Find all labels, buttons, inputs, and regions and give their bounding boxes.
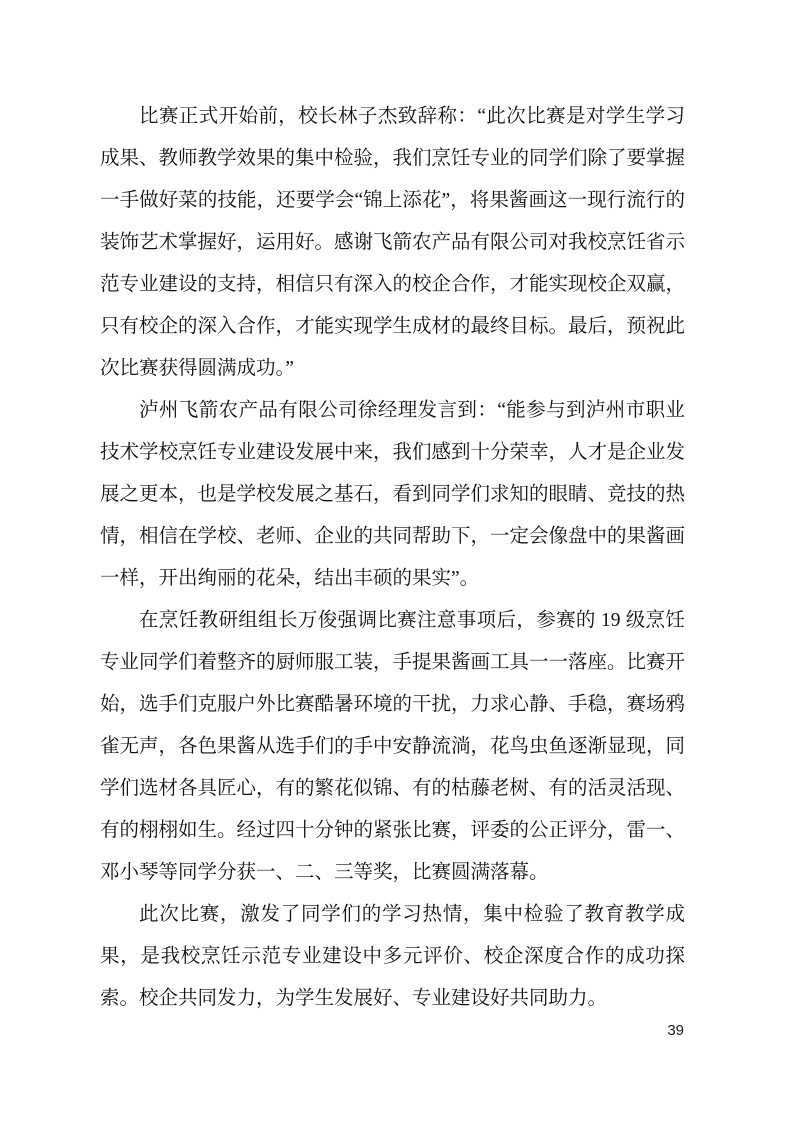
document-body [100,96,685,1020]
page-number: 39 [667,1022,684,1039]
paragraph: 比赛正式开始前，校长林子杰致辞称：“此次比赛是对学生学习成果、教师教学效果的集中检验，我们烹饪专业的同学们除了要掌握一手做好菜的技能，还要学会“锦上添花”，将果酱画这一现行流行的装饰艺术掌握好，运用好。感谢飞箭农产品有限公司对我校烹饪省示范专业建设的支持，相信只有深入的校企合作，才能实现校企双赢，只有校企的深入合作，才能实现学生成材的最终目标。最后，预祝此次比赛获得圆满成功。” [100,106,686,379]
paragraph: 泸州飞箭农产品有限公司徐经理发言到：“能参与到泸州市职业技术学校烹饪专业建设发展中来，我们感到十分荣幸，人才是企业发展之更本，也是学校发展之基石，看到同学们求知的眼睛、竞技的热情，相信在学校、老师、企业的共同帮助下，一定会像盘中的果酱画一样，开出绚丽的花朵，结出丰硕的果实”。 [100,400,686,589]
paragraph: 此次比赛，激发了同学们的学习热情，集中检验了教育教学成果，是我校烹饪示范专业建设中多元评价、校企深度合作的成功探索。校企共同发力，为学生发展好、专业建设好共同助力。 [100,904,685,1009]
paragraph: 在烹饪教研组组长万俊强调比赛注意事项后，参赛的 19 级烹饪专业同学们着整齐的厨师服工装，手提果酱画工具一一落座。比赛开始，选手们克服户外比赛酷暑环境的干扰，力求心静、手稳，赛场鸦雀无声，各色果酱从选手们的手中安静流淌，花鸟虫鱼逐渐显现，同学们选材各具匠心，有的繁花似锦、有的枯藤老树、有的活灵活现、有的栩栩如生。经过四十分钟的紧张比赛，评委的公正评分，雷一、邓小琴等同学分获一、二、三等奖，比赛圆满落幕。 [100,610,686,883]
